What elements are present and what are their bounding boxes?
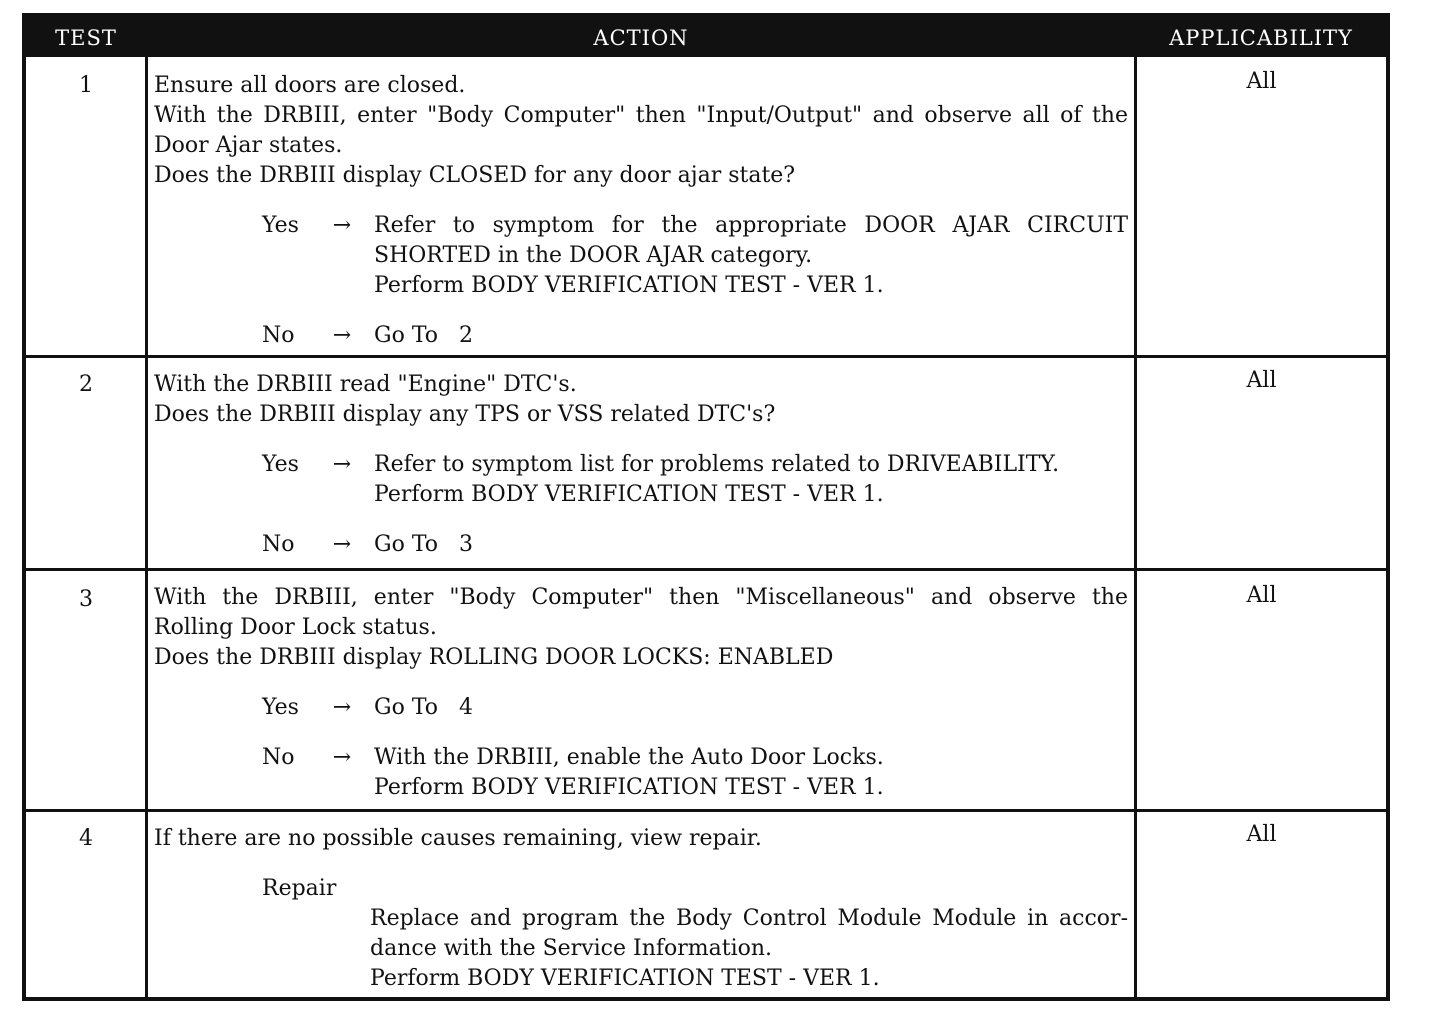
answer-line: With the DRBIII, enable the Auto Door Locks.: [374, 745, 884, 770]
answer-line: Perform BODY VERIFICATION TEST - VER 1.: [374, 775, 884, 800]
question-line: With the DRBIII, enter "Body Computer" then "Input/Output" and observe all of the: [154, 103, 1128, 128]
applicability-value: All: [1246, 368, 1277, 393]
arrow-icon: →: [332, 532, 352, 557]
table-row: [26, 812, 1386, 997]
test-number: 3: [79, 587, 93, 612]
test-number: 4: [79, 826, 93, 851]
no-branch: [154, 530, 1128, 560]
answer-line: Go To 3: [374, 532, 473, 557]
table-row: [26, 358, 1386, 568]
question-line: Rolling Door Lock status.: [154, 615, 437, 640]
no-label: No: [262, 323, 295, 348]
arrow-icon: →: [332, 695, 352, 720]
repair-line: Replace and program the Body Control Module Module in accor-: [370, 906, 1128, 931]
question-line: With the DRBIII, enter "Body Computer" then "Miscellaneous" and observe the: [154, 585, 1128, 610]
arrow-icon: →: [332, 452, 352, 477]
diagnostic-table: [22, 13, 1390, 1001]
answer-line: Refer to symptom list for problems related to DRIVEABILITY.: [374, 452, 1060, 477]
answer-line: Perform BODY VERIFICATION TEST - VER 1.: [374, 482, 884, 507]
header-test: TEST: [55, 26, 117, 50]
question-line: Ensure all doors are closed.: [154, 73, 466, 98]
no-label: No: [262, 532, 295, 557]
answer-line: SHORTED in the DOOR AJAR category.: [374, 243, 813, 268]
yes-label: Yes: [262, 213, 299, 238]
action-cell: [154, 824, 1128, 994]
yes-branch: [154, 450, 1128, 510]
question-line: Does the DRBIII display any TPS or VSS related DTC's?: [154, 402, 776, 427]
question-line: Does the DRBIII display ROLLING DOOR LOCKS: ENABLED: [154, 645, 834, 670]
no-label: No: [262, 745, 295, 770]
repair-line: Perform BODY VERIFICATION TEST - VER 1.: [370, 966, 880, 991]
test-number: 2: [79, 372, 93, 397]
yes-branch: [154, 211, 1128, 301]
repair-label: Repair: [262, 876, 337, 901]
arrow-icon: →: [332, 323, 352, 348]
no-branch: [154, 321, 1128, 351]
arrow-icon: →: [332, 213, 352, 238]
table-row: [26, 57, 1386, 355]
no-branch: [154, 743, 1128, 803]
yes-branch: [154, 693, 1128, 723]
action-cell: [154, 370, 1128, 560]
repair-instructions: [370, 904, 1128, 994]
header-action: ACTION: [593, 26, 689, 50]
header-applicability: APPLICABILITY: [1169, 26, 1353, 50]
repair-line: dance with the Service Information.: [370, 936, 773, 961]
action-cell: [154, 71, 1128, 351]
applicability-value: All: [1246, 822, 1277, 847]
table-row: [26, 571, 1386, 809]
applicability-value: All: [1246, 69, 1277, 94]
answer-line: Refer to symptom for the appropriate DOOR AJAR CIRCUIT: [374, 213, 1128, 238]
yes-label: Yes: [262, 452, 299, 477]
question-line: Does the DRBIII display CLOSED for any door ajar state?: [154, 163, 796, 188]
question-line: With the DRBIII read "Engine" DTC's.: [154, 372, 577, 397]
question-line: If there are no possible causes remaining, view repair.: [154, 826, 762, 851]
answer-line: Go To 4: [374, 695, 473, 720]
question-line: Door Ajar states.: [154, 133, 343, 158]
table-header: [26, 17, 1386, 57]
action-cell: [154, 583, 1128, 803]
yes-label: Yes: [262, 695, 299, 720]
arrow-icon: →: [332, 745, 352, 770]
answer-line: Go To 2: [374, 323, 473, 348]
answer-line: Perform BODY VERIFICATION TEST - VER 1.: [374, 273, 884, 298]
applicability-value: All: [1246, 583, 1277, 608]
test-number: 1: [79, 73, 93, 98]
